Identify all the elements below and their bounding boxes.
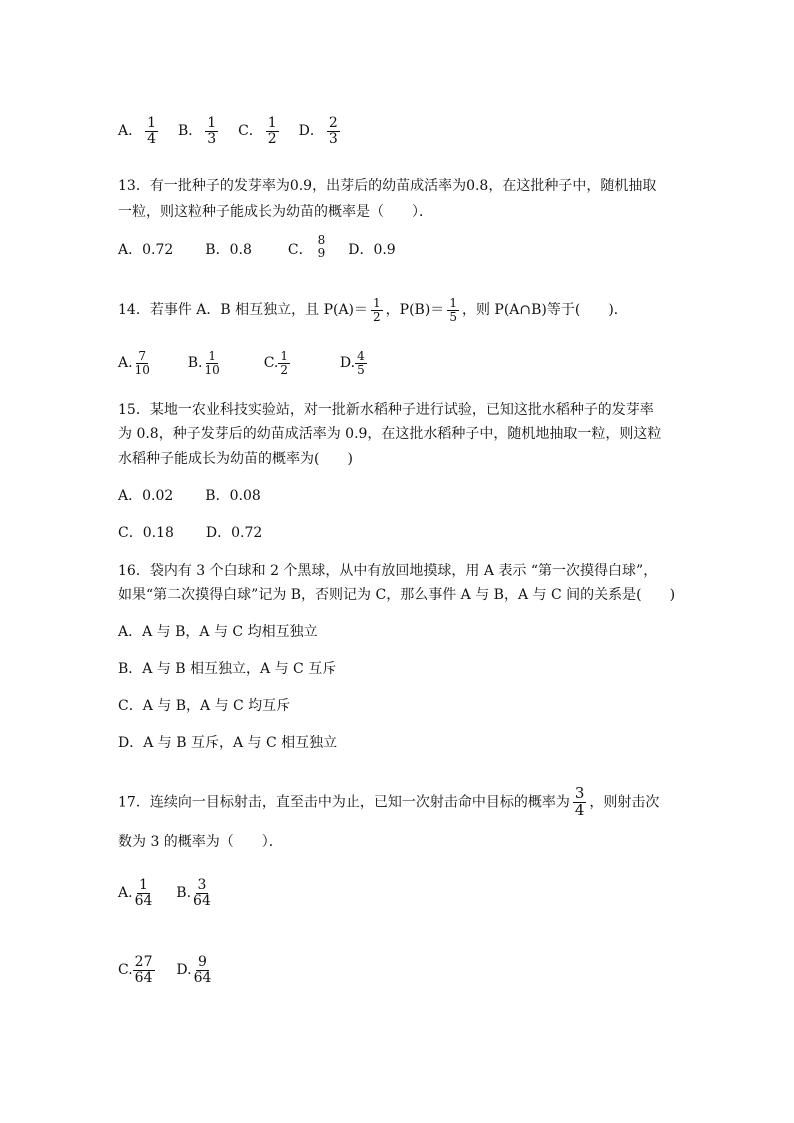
q13-option-c-fraction: [316, 234, 328, 259]
q14-option-b-fraction: [203, 350, 222, 376]
q15-option-d: D．0.72: [205, 525, 263, 541]
q17-probability-fraction: [573, 786, 587, 819]
q17-option-d-label: D.: [176, 962, 192, 979]
denominator: 2: [267, 130, 277, 147]
q14-pa-fraction: [371, 297, 383, 323]
q12-option-c-label: C．: [238, 123, 263, 140]
q17-option-d-fraction: [192, 955, 214, 985]
q14-option-b-label: B.: [187, 355, 203, 372]
q17-options-row2: [118, 955, 216, 985]
q14-option-d-fraction: [355, 350, 367, 376]
numerator: 1: [147, 115, 157, 131]
q15-option-c: C．0.18: [118, 525, 174, 541]
q14-option-a-fraction: [133, 350, 152, 376]
q15-stem-line3: 水稻种子能成长为幼苗的概率为( ): [118, 451, 353, 467]
q13-option-b: B．0.8: [205, 242, 252, 258]
denominator: 2: [373, 309, 381, 324]
numerator: 1: [449, 296, 457, 310]
q15-option-a: A．0.02: [118, 488, 174, 504]
q13-option-d: D．0.9: [348, 242, 396, 258]
q17-option-a-label: A.: [118, 885, 133, 902]
numerator: 1: [373, 296, 381, 310]
q12-option-a-label: A．: [118, 123, 143, 140]
q14-option-a-label: A.: [118, 355, 133, 372]
q17-stem-line2: 数为 3 的概率为（ ）．: [118, 834, 283, 850]
q14-option-c-fraction: [278, 350, 290, 376]
q12-option-b-label: B．: [177, 123, 203, 140]
q12-option-d-fraction: [327, 116, 340, 146]
q15-options-row1: [118, 486, 261, 506]
denominator: 5: [449, 309, 457, 324]
q16-option-a: A．A 与 B，A 与 C 均相互独立: [118, 624, 318, 640]
numerator: 1: [139, 877, 148, 893]
q13-stem-line2: 一粒，则这粒种子能成长为幼苗的概率是（ ）．: [118, 204, 433, 220]
q17-stem-line1: [118, 786, 659, 819]
numerator: 1: [207, 115, 217, 131]
q17-stem-pre: 17．连续向一目标射击，直至击中为止，已知一次射击命中目标的概率为: [118, 794, 570, 811]
q14-option-d-label: D.: [339, 355, 356, 372]
denominator: 64: [134, 969, 153, 986]
numerator: 1: [267, 115, 277, 131]
q12-option-c-fraction: [266, 116, 279, 146]
q17-options-row1: [118, 878, 216, 908]
q14-stem-pre: 14．若事件 A．B 相互独立，且 P(A)＝: [118, 302, 369, 319]
q16-stem-line2: 如果“第二次摸得白球”记为 B，否则记为 C，那么事件 A 与 B，A 与 C 间的关系是( ): [118, 587, 676, 603]
denominator: 10: [134, 362, 150, 377]
q17-option-a-fraction: [133, 878, 155, 908]
q17-option-c-label: C.: [118, 962, 133, 979]
denominator: 10: [204, 362, 220, 377]
q15-stem-line1: 15．某地一农业科技实验站，对一批新水稻种子进行试验，已知这批水稻种子的发芽率: [118, 402, 654, 418]
denominator: 4: [147, 130, 157, 147]
denominator: 3: [207, 130, 217, 147]
q14-stem-mid: ，P(B)＝: [385, 302, 445, 319]
q13-options: [118, 233, 396, 260]
numerator: 7: [138, 349, 147, 363]
q17-option-b-label: B.: [176, 885, 192, 902]
numerator: 9: [198, 954, 207, 970]
q16-option-d: D．A 与 B 互斥，A 与 C 相互独立: [118, 735, 338, 751]
numerator: 3: [197, 877, 207, 893]
denominator: 4: [574, 800, 585, 819]
numerator: 4: [357, 349, 365, 363]
denominator: 64: [193, 969, 212, 986]
q17-stem-post: ，则射击次: [589, 794, 660, 811]
q16-option-c: C．A 与 B，A 与 C 均互斥: [118, 698, 291, 714]
denominator: 2: [280, 362, 288, 377]
q14-stem: [118, 297, 628, 323]
q17-option-c-fraction: [133, 955, 155, 985]
q15-option-b: B．0.08: [205, 488, 261, 504]
denominator: 3: [328, 130, 338, 147]
denominator: 64: [134, 892, 153, 909]
denominator: 9: [317, 245, 326, 260]
q13-stem-line1: 13．有一批种子的发芽率为0.9，出芽后的幼苗成活率为0.8，在这批种子中，随机抽取: [118, 178, 657, 194]
q12-option-b-fraction: [205, 116, 218, 146]
denominator: 64: [193, 892, 211, 909]
q15-stem-line2: 为 0.8，种子发芽后的幼苗成活率为 0.9，在这批水稻种子中，随机地抽取一粒，则这粒: [118, 426, 662, 442]
numerator: 3: [574, 784, 585, 802]
q14-option-c-label: C.: [263, 355, 279, 372]
numerator: 8: [317, 233, 326, 247]
q14-pb-fraction: [447, 297, 459, 323]
numerator: 1: [208, 349, 216, 363]
q12-option-d-label: D．: [298, 123, 324, 140]
q12-option-a-fraction: [145, 116, 158, 146]
q16-stem-line1: 16．袋内有 3 个白球和 2 个黑球，从中有放回地摸球，用 A 表示 “第一次摸得白球”，: [118, 563, 658, 579]
numerator: 27: [134, 954, 153, 970]
q14-options: [118, 350, 370, 376]
q15-options-row2: [118, 523, 262, 543]
numerator: 1: [280, 349, 288, 363]
q12-options: [118, 116, 343, 146]
q14-stem-post: ，则 P(A∩B)等于( )．: [461, 302, 628, 319]
q13-option-a: A．0.72: [118, 242, 174, 258]
denominator: 5: [357, 362, 365, 377]
q16-option-b: B．A 与 B 相互独立，A 与 C 互斥: [118, 661, 337, 677]
q17-option-b-fraction: [191, 878, 213, 908]
numerator: 2: [328, 115, 338, 131]
q13-option-c-label: C．: [287, 242, 313, 258]
